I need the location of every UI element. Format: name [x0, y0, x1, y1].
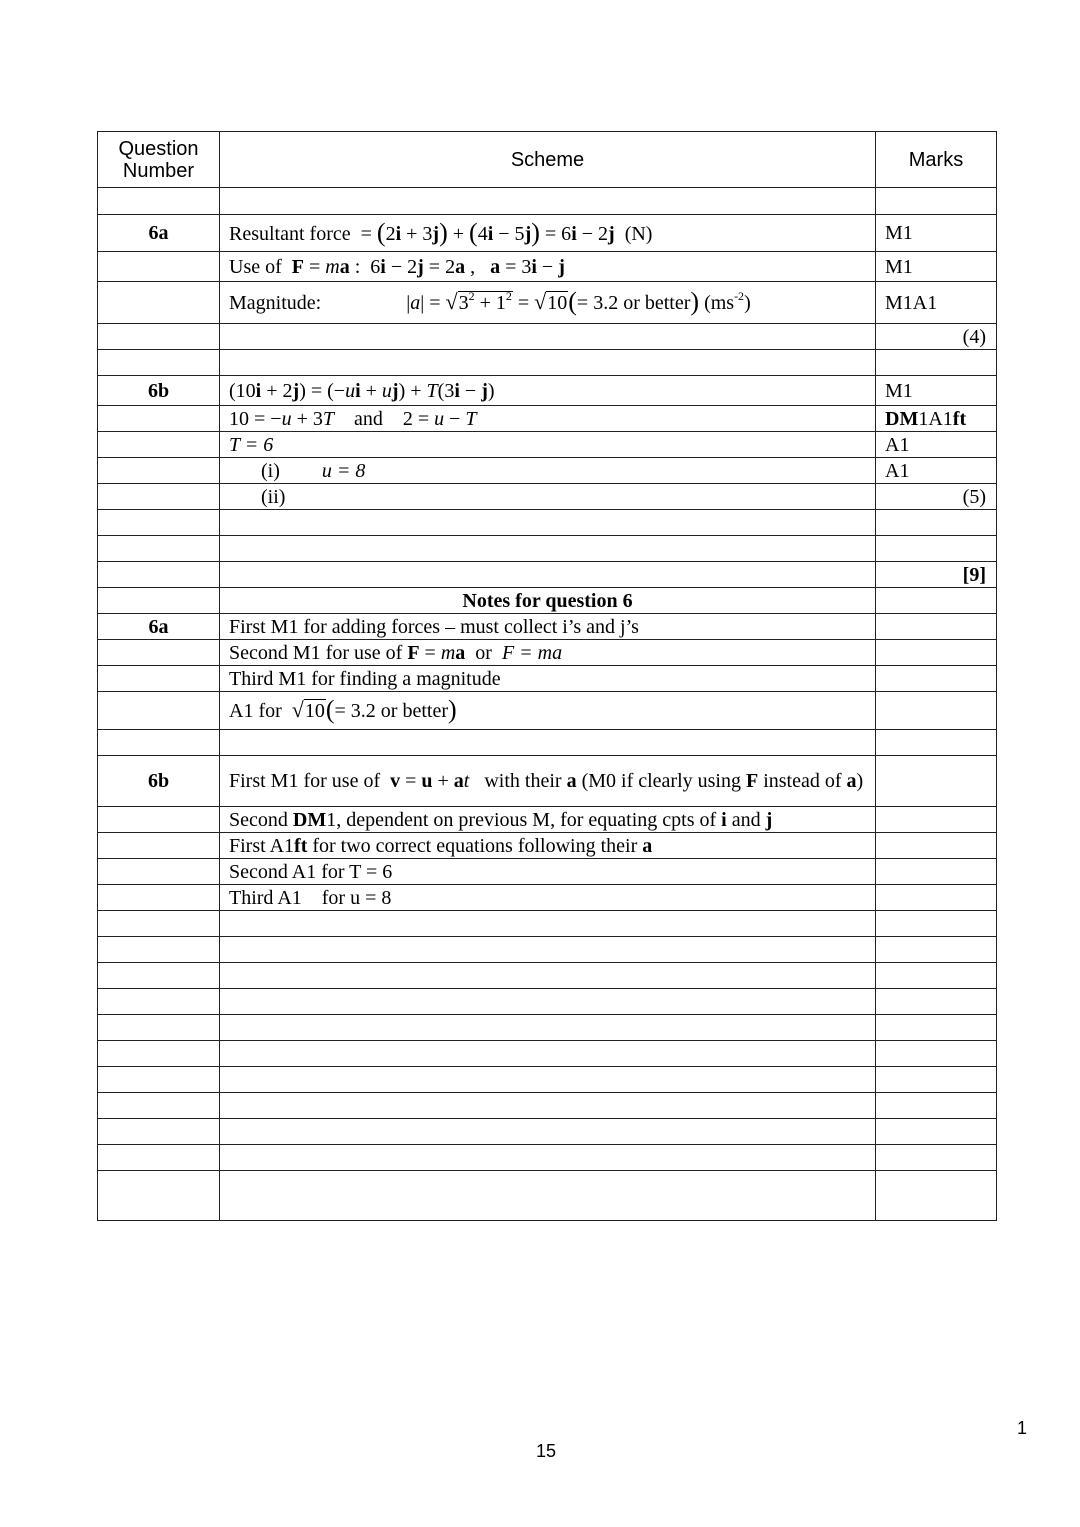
mark-6a-2: M1 [876, 252, 997, 282]
note-6b-2: Second DM1, dependent on previous M, for equating cpts of i and j [220, 807, 876, 833]
notes-row-6a-4 [98, 692, 997, 730]
empty-row [98, 1067, 997, 1093]
note-6a-3: Third M1 for finding a magnitude [220, 666, 876, 692]
notes-row-6b-3 [98, 833, 997, 859]
scheme-6b-t-value: T = 6 [220, 432, 876, 458]
magnitude-tail: = 3.2 or better [576, 292, 691, 314]
page-number-center: 15 [536, 1441, 557, 1461]
empty-row [98, 1015, 997, 1041]
header-scheme: Scheme [220, 132, 876, 188]
empty-row [98, 1119, 997, 1145]
magnitude-label: Magnitude: [229, 292, 322, 314]
mark-6a-1: M1 [876, 215, 997, 252]
mark-6b-3: A1 [876, 432, 997, 458]
note-6b-5: Third A1 for u = 8 [220, 885, 876, 911]
mark-6b-2: DM1A1ft [876, 406, 997, 432]
notes-row-6b-2 [98, 807, 997, 833]
scheme-row-6b-2 [98, 406, 997, 432]
scheme-row-6a-3 [98, 282, 997, 324]
mark-6b-4: A1 [876, 458, 997, 484]
fma-equation: F = ma : 6i − 2j = 2a , a = 3i − j [291, 255, 565, 278]
scheme-row-6a-2 [98, 252, 997, 282]
total-6a: (4) [876, 324, 997, 350]
notes-row-6a-3 [98, 666, 997, 692]
note-6b-4: Second A1 for T = 6 [220, 859, 876, 885]
magnitude-equation: $|a| = √3^2 + 1^2 = √10(= 3.2$ or better) $(ms^{-2})$ [406, 287, 751, 316]
note-6a-4: A1 for √10(= 3.2 or better) [220, 692, 876, 730]
scheme-row-6b-3 [98, 432, 997, 458]
note-6a-1: First M1 for adding forces – must collect i’s and j’s [220, 614, 876, 640]
scheme-row-6a-total [98, 324, 997, 350]
scheme-6b-equation-2: 10 = −u + 3T and 2 = u − T [220, 406, 876, 432]
spacer-row [98, 536, 997, 562]
notes-title-row [98, 588, 997, 614]
mark-scheme-table [97, 131, 997, 1221]
header-row [98, 132, 997, 188]
empty-row [98, 1041, 997, 1067]
notes-title: Notes for question 6 [220, 588, 876, 614]
notes-row-6b-4 [98, 859, 997, 885]
resultant-force-equation: = (2i + 3j) + (4i − 5j) = 6i − 2j (N) [355, 217, 653, 247]
resultant-force-label: Resultant force [229, 222, 351, 245]
notes-label-6b: 6b [98, 756, 220, 807]
scheme-row-6b-1 [98, 376, 997, 406]
notes-row-6b-1 [98, 756, 997, 807]
notes-row-6a-2 [98, 640, 997, 666]
notes-label-6a: 6a [98, 614, 220, 640]
note-6b-1: First M1 for use of v = u + at with their a (M0 if clearly using F instead of a) [220, 756, 876, 807]
and-word: and [353, 407, 383, 430]
mark-6a-3: M1A1 [876, 282, 997, 324]
empty-row [98, 911, 997, 937]
question-label-6a: 6a [98, 215, 220, 252]
spacer-row [98, 510, 997, 536]
use-of-label: Use of [229, 255, 282, 278]
empty-row [98, 989, 997, 1015]
grand-total-row [98, 562, 997, 588]
empty-row [98, 937, 997, 963]
note-6b-3: First A1ft for two correct equations following their a [220, 833, 876, 859]
scheme-6b-part-ii: (ii) [220, 484, 876, 510]
scheme-row-6a-1 [98, 215, 997, 252]
magnitude-units: (ms [704, 292, 735, 314]
total-6b: (5) [876, 484, 997, 510]
header-question-number: Question Number [98, 132, 220, 188]
grand-total: [9] [876, 562, 997, 588]
empty-row [98, 1093, 997, 1119]
scheme-row-6b-4 [98, 458, 997, 484]
scheme-resultant-force [220, 215, 876, 252]
notes-row-6b-5 [98, 885, 997, 911]
header-marks: Marks [876, 132, 997, 188]
scheme-row-6b-5 [98, 484, 997, 510]
note-6a-2: Second M1 for use of F = ma or F = ma [220, 640, 876, 666]
page-number-right: 1 [1017, 1418, 1028, 1438]
spacer-row [98, 188, 997, 215]
scheme-use-of-fma [220, 252, 876, 282]
spacer-row [98, 350, 997, 376]
question-label-6b: 6b [98, 376, 220, 406]
scheme-6b-equation-1: (10i + 2j) = (−ui + uj) + T(3i − j) [220, 376, 876, 406]
spacer-row [98, 730, 997, 756]
scheme-6b-part-i: (i) u = 8 [220, 458, 876, 484]
empty-row [98, 1145, 997, 1171]
mark-6b-1: M1 [876, 376, 997, 406]
empty-row [98, 963, 997, 989]
empty-row [98, 1171, 997, 1221]
scheme-magnitude [220, 282, 876, 324]
notes-row-6a-1 [98, 614, 997, 640]
